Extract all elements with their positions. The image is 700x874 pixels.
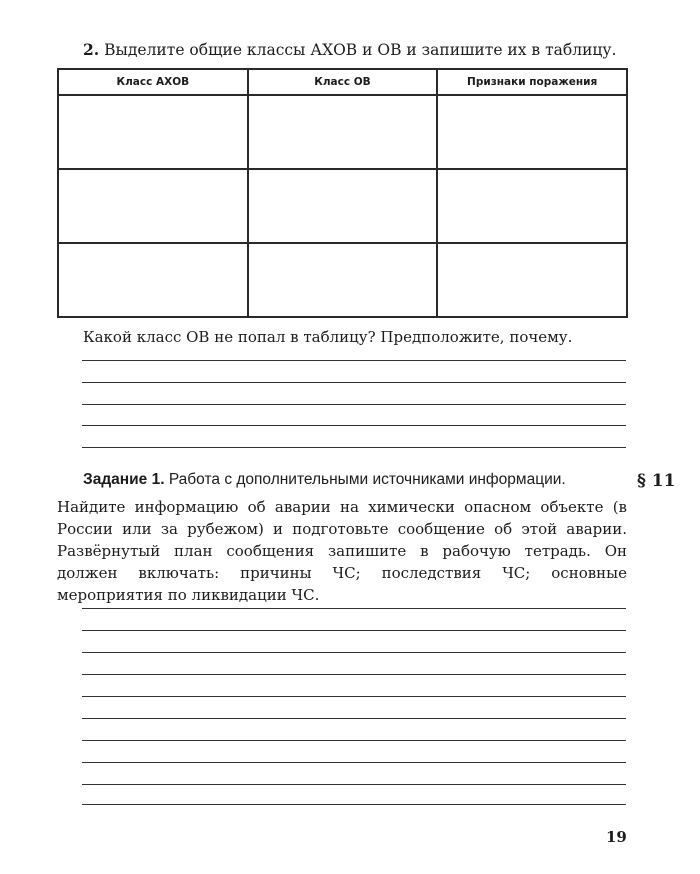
table-cell[interactable] xyxy=(437,243,627,317)
table-cell[interactable] xyxy=(437,169,627,243)
assignment-text: Найдите информацию об аварии на химически опасном объекте (в России или за рубежом) и подготовьте сообщение об этой аварии. Развёрнутый план сообщения запишите в рабочую тетрадь. Он должен включать: причины ЧС; последствия ЧС; основные мероприятия по ликвидации ЧС. xyxy=(57,498,627,604)
table-row xyxy=(58,243,627,317)
assignment-heading xyxy=(83,471,566,489)
table-cell[interactable] xyxy=(248,169,438,243)
table-cell[interactable] xyxy=(437,95,627,169)
header-ahov-class: Класс АХОВ xyxy=(58,69,248,95)
task-2-text: Выделите общие классы АХОВ и ОВ и запишите их в таблицу. xyxy=(104,41,617,59)
answer-line[interactable] xyxy=(82,762,626,763)
table-cell[interactable] xyxy=(58,243,248,317)
answer-line[interactable] xyxy=(82,360,626,361)
answer-line[interactable] xyxy=(82,382,626,383)
table-row xyxy=(58,169,627,243)
header-ov-class: Класс ОВ xyxy=(248,69,438,95)
table-row xyxy=(58,95,627,169)
answer-line[interactable] xyxy=(82,425,626,426)
page-number: 19 xyxy=(606,828,627,846)
paragraph-mark: § 11 xyxy=(637,471,676,491)
header-damage-signs: Признаки поражения xyxy=(437,69,627,95)
classes-table xyxy=(57,68,628,318)
question-text: Какой класс ОВ не попал в таблицу? Предположите, почему. xyxy=(83,328,573,346)
answer-line[interactable] xyxy=(82,404,626,405)
answer-line[interactable] xyxy=(82,696,626,697)
table-cell[interactable] xyxy=(58,95,248,169)
answer-line[interactable] xyxy=(82,740,626,741)
answer-line[interactable] xyxy=(82,447,626,448)
answer-line[interactable] xyxy=(82,674,626,675)
task-2-heading xyxy=(83,40,616,59)
answer-line[interactable] xyxy=(82,608,626,609)
assignment-label: Задание 1. xyxy=(83,471,165,488)
answer-line[interactable] xyxy=(82,630,626,631)
assignment-title: Работа с дополнительными источниками информации. xyxy=(168,471,566,488)
table-cell[interactable] xyxy=(248,95,438,169)
task-2-number: 2. xyxy=(83,40,100,59)
answer-line[interactable] xyxy=(82,718,626,719)
answer-line[interactable] xyxy=(82,784,626,785)
table-header-row xyxy=(58,69,627,95)
table-cell[interactable] xyxy=(248,243,438,317)
answer-line[interactable] xyxy=(82,804,626,805)
answer-line[interactable] xyxy=(82,652,626,653)
table-cell[interactable] xyxy=(58,169,248,243)
